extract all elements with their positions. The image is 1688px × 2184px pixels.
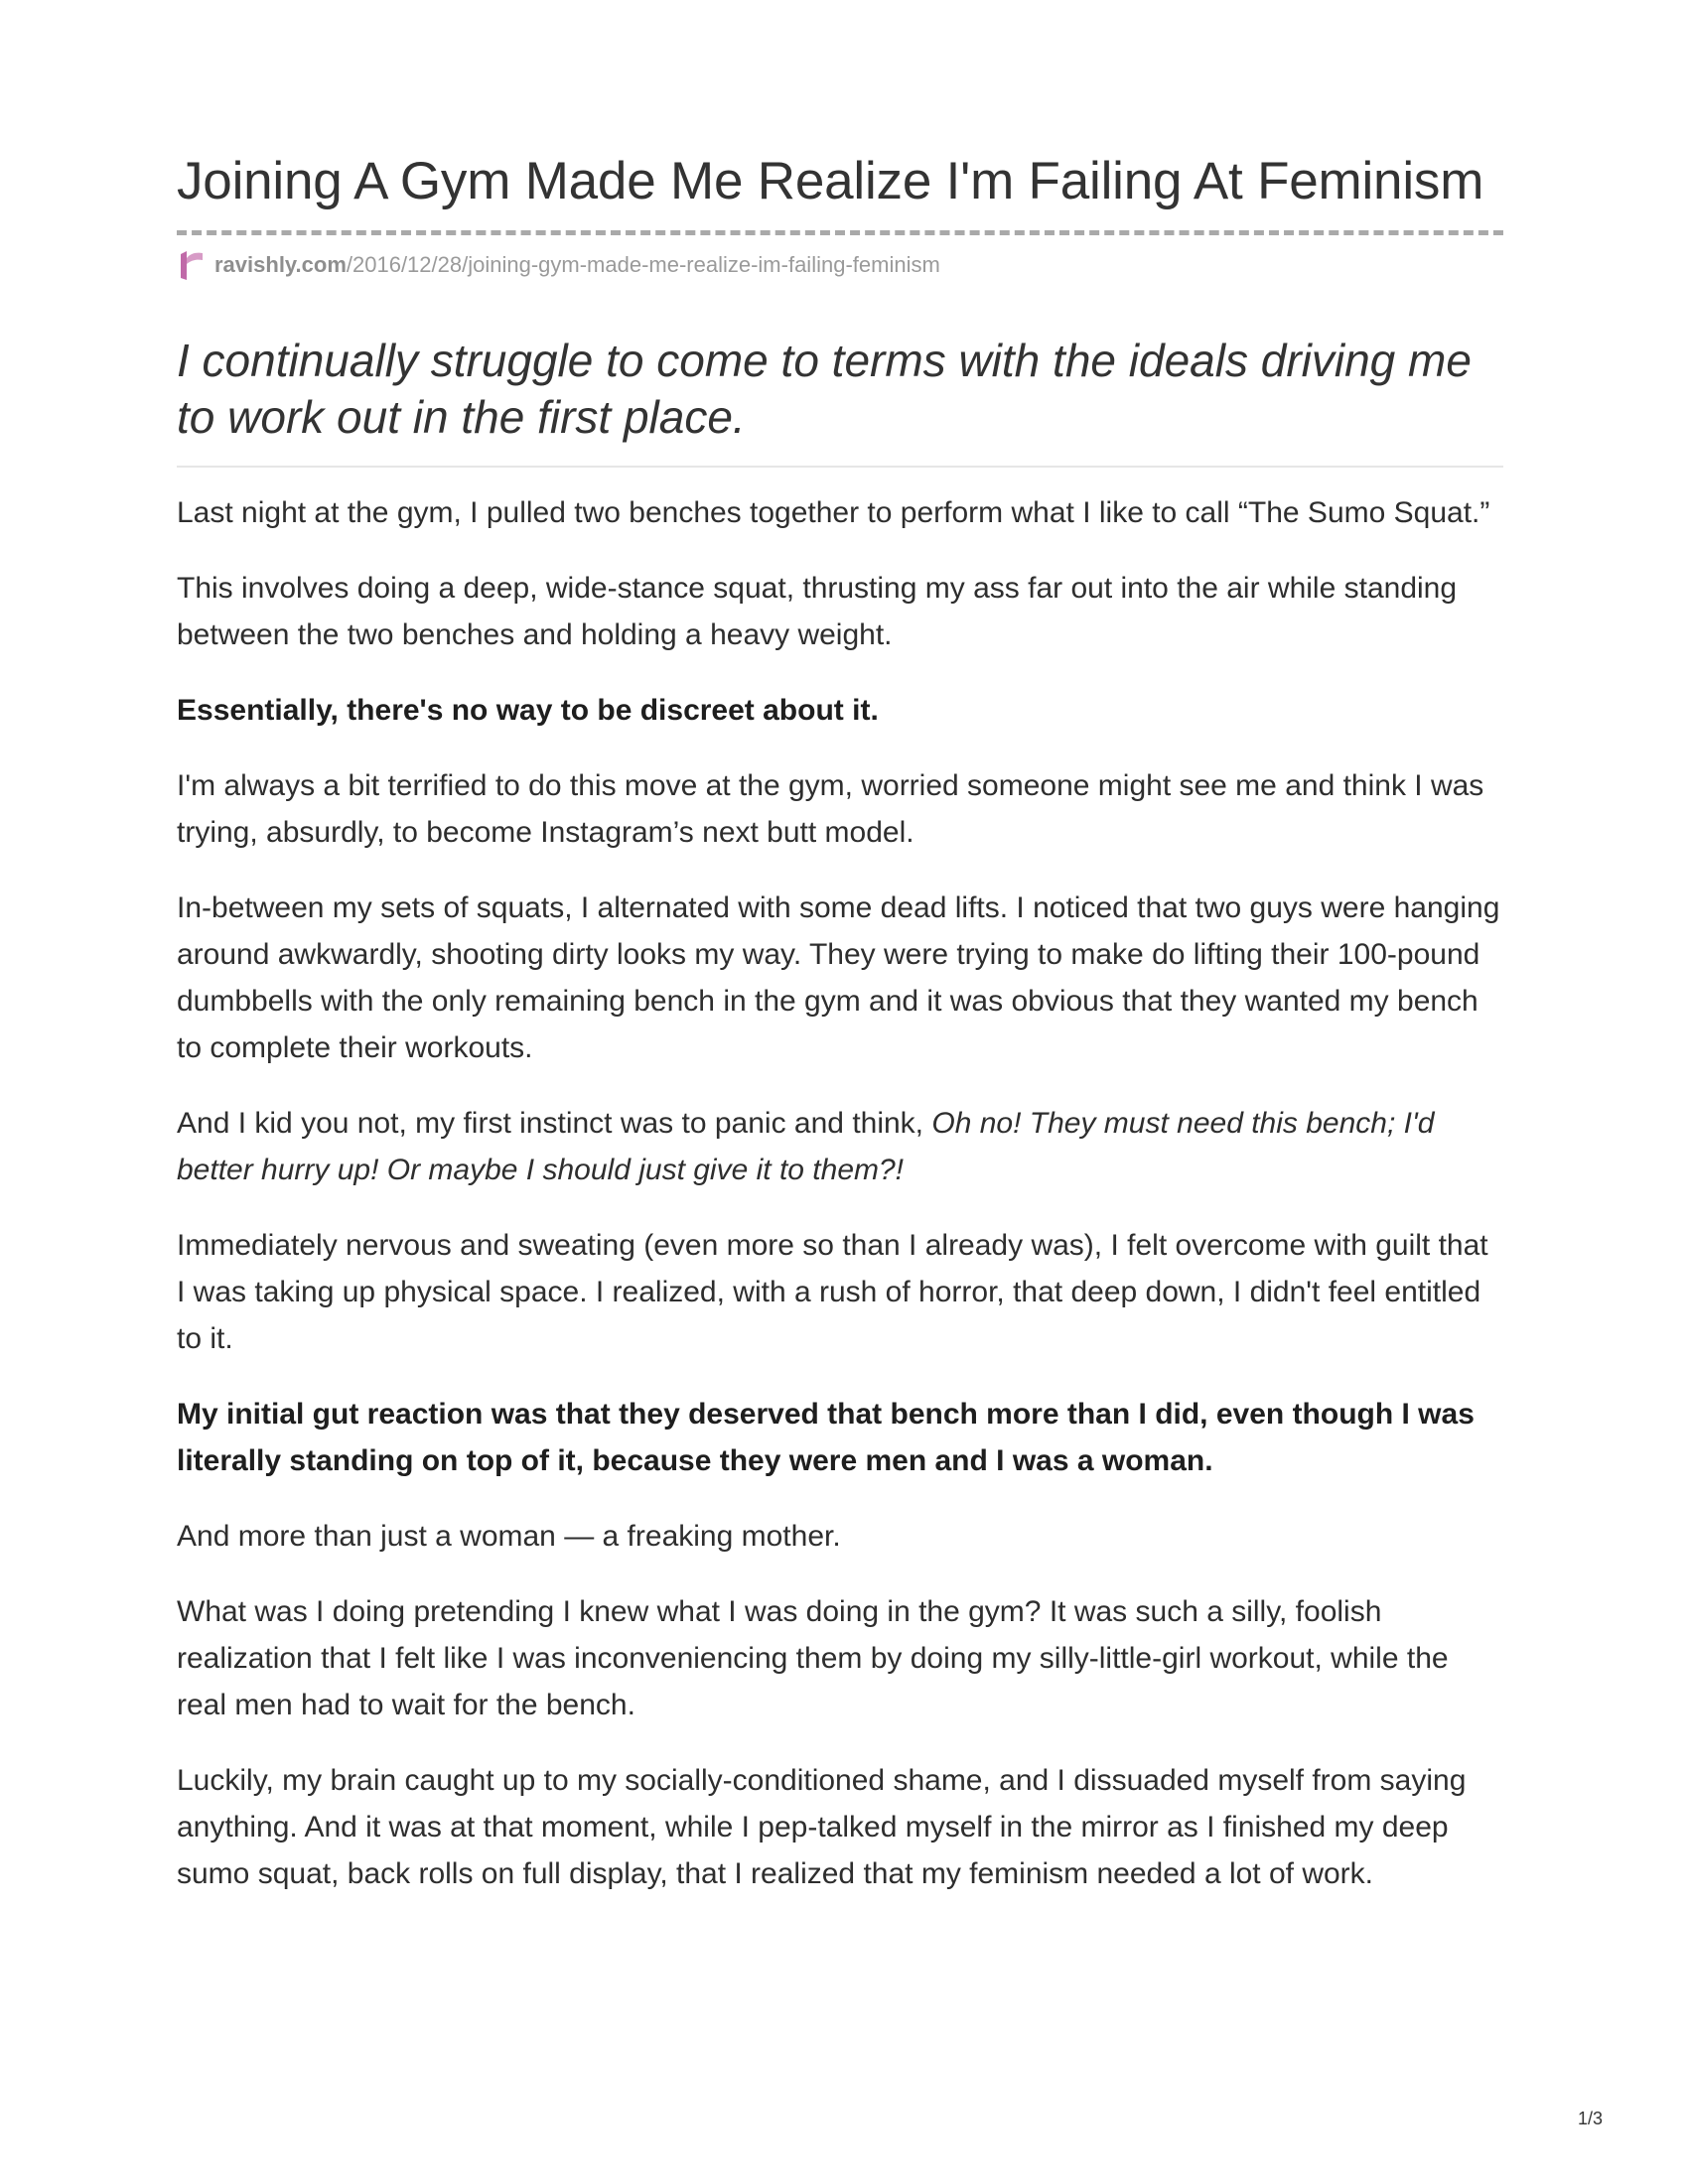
article-body	[177, 489, 1503, 1897]
paragraph: Luckily, my brain caught up to my socially-conditioned shame, and I dissuaded myself from saying anything. And it was at that moment, while I pep-talked myself in the mirror as I finished my deep sumo squat, back rolls on full display, that I realized that my feminism needed a lot of work.	[177, 1764, 1467, 1890]
paragraph: And more than just a woman — a freaking mother.	[177, 1520, 841, 1553]
paragraph-mixed	[177, 1100, 1503, 1193]
source-url[interactable]	[214, 252, 940, 278]
article	[177, 149, 1503, 1926]
bold-paragraph: My initial gut reaction was that they deserved that bench more than I did, even though I was literally standing on top of it, because they were men and I was a woman.	[177, 1398, 1475, 1477]
lede-divider	[177, 466, 1503, 468]
paragraph: This involves doing a deep, wide-stance squat, thrusting my ass far out into the air while standing between the two benches and holding a heavy weight.	[177, 572, 1458, 651]
source-domain: ravishly.com	[214, 252, 347, 277]
source-path: /2016/12/28/joining-gym-made-me-realize-im-failing-feminism	[346, 252, 940, 277]
bold-paragraph: Essentially, there's no way to be discreet about it.	[177, 694, 879, 727]
article-lede: I continually struggle to come to terms with the ideals driving me to work out in the first place.	[177, 335, 1472, 443]
paragraph-text: And I kid you not, my first instinct was to panic and think,	[177, 1107, 924, 1140]
paragraph: What was I doing pretending I knew what I was doing in the gym? It was such a silly, foolish realization that I felt like I was inconveniencing them by doing my silly-little-girl workout, while the real men had to wait for the bench.	[177, 1595, 1449, 1721]
page-number: 1/3	[1577, 2109, 1603, 2128]
title-divider	[177, 230, 1503, 235]
ravishly-logo-icon	[177, 248, 207, 282]
article-title: Joining A Gym Made Me Realize I'm Failing At Feminism	[177, 152, 1484, 210]
paragraph: Last night at the gym, I pulled two benches together to perform what I like to call “The Sumo Squat.”	[177, 496, 1490, 529]
paragraph: In-between my sets of squats, I alternated with some dead lifts. I noticed that two guys were hanging around awkwardly, shooting dirty looks my way. They were trying to make do lifting their 100-pound dumbbells with the only remaining bench in the gym and it was obvious that they wanted my bench to complete their workouts.	[177, 891, 1500, 1064]
paragraph: I'm always a bit terrified to do this move at the gym, worried someone might see me and think I was trying, absurdly, to become Instagram’s next butt model.	[177, 769, 1484, 849]
italic-thought: Oh no! They must need this bench; I'd better hurry up! Or maybe I should just give it to them?!	[177, 1107, 1435, 1186]
paragraph: Immediately nervous and sweating (even more so than I already was), I felt overcome with guilt that I was taking up physical space. I realized, with a rush of horror, that deep down, I didn't feel entitled to it.	[177, 1229, 1488, 1355]
source-line	[177, 245, 1503, 285]
